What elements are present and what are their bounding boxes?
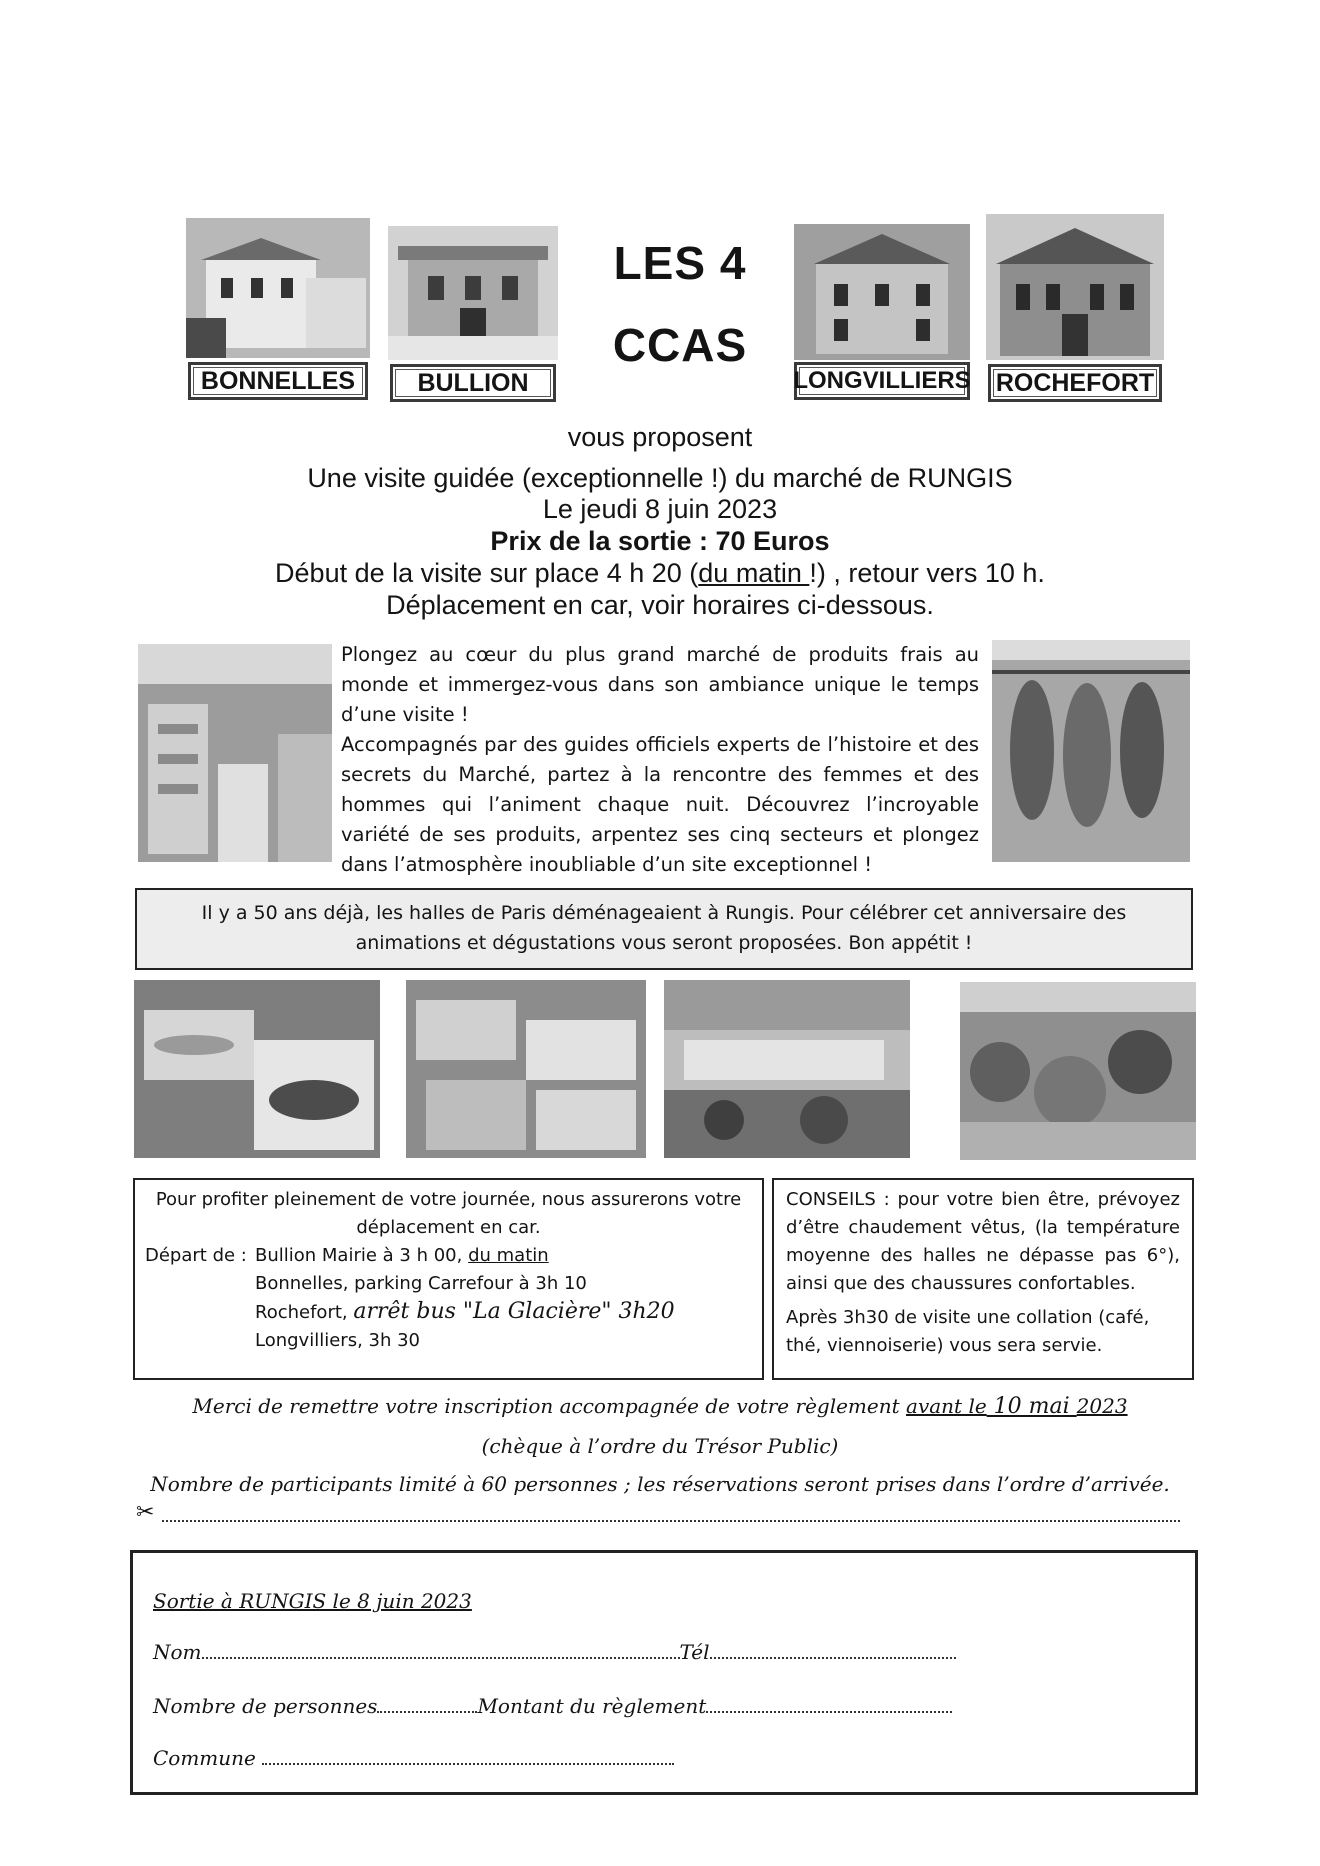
- flower-market-photo: [960, 982, 1196, 1160]
- form-tel-field[interactable]: [710, 1639, 956, 1659]
- advice-box: [772, 1178, 1194, 1380]
- longvilliers-town-hall-photo: [794, 224, 970, 360]
- form-commune-label: Commune: [153, 1746, 256, 1770]
- registration-form: [130, 1550, 1198, 1795]
- town-label-rochefort: ROCHEFORT: [988, 364, 1162, 402]
- transport-depart-label: Départ de :: [145, 1245, 247, 1266]
- form-people-label: Nombre de personnes: [153, 1694, 378, 1718]
- registration-cheque: (chèque à l’ordre du Trésor Public): [481, 1434, 839, 1458]
- form-row-count: [153, 1693, 952, 1718]
- intro-date: Le jeudi 8 juin 2023: [542, 494, 778, 524]
- intro-schedule-end: !) , retour vers 10 h.: [809, 558, 1045, 588]
- advice-paragraph-2: Après 3h30 de visite une collation (café, thé, viennoiserie) vous sera servie.: [786, 1307, 1150, 1356]
- form-amount-label: Montant du règlement: [477, 1694, 707, 1718]
- cut-line: [136, 1500, 1180, 1530]
- header-title-line2: CCAS: [612, 319, 748, 371]
- transport-box: [133, 1178, 764, 1380]
- registration-deadline-text: Merci de remettre votre inscription accompagnée de votre règlement: [192, 1394, 907, 1418]
- intro-schedule: [0, 558, 1320, 589]
- transport-stop-1-place: Bullion Mairie à 3 h 00,: [255, 1245, 469, 1266]
- meat-carcasses-photo: [992, 640, 1190, 862]
- transport-stop-1: [145, 1242, 752, 1270]
- bullion-town-hall-photo: [388, 226, 558, 360]
- intro-price: Prix de la sortie : 70 Euros: [490, 526, 830, 556]
- town-label-bullion: BULLION: [390, 364, 556, 402]
- registration-limit: Nombre de participants limité à 60 personnes ; les réservations seront prises dans l’ordre d’arrivée.: [150, 1472, 1170, 1496]
- description-text: [341, 640, 979, 880]
- transport-stop-4: Longvilliers, 3h 30: [255, 1330, 420, 1351]
- form-name-field[interactable]: [202, 1639, 680, 1659]
- transport-stop-3-handwritten: arrêt bus "La Glacière" 3h20: [353, 1299, 675, 1324]
- town-label-bonnelles: BONNELLES: [188, 362, 368, 400]
- header-title-line1: LES 4: [613, 237, 747, 289]
- description-paragraph-1: Plongez au cœur du plus grand marché de produits frais au monde et immergez-vous dans son ambiance unique le temps d’une visite !: [341, 643, 979, 726]
- description-paragraph-2: Accompagnés par des guides officiels experts de l’histoire et des secrets du Marché, partez à la rencontre des femmes et des hommes qui l’animent chaque nuit. Découvrez l’incroyable variété de ses produits, arpentez ses cinq secteurs et plongez dans l’atmosphère inoubliable d’un site exceptionnel !: [341, 733, 979, 876]
- transport-intro: Pour profiter pleinement de votre journée, nous assurerons votre déplacement en car.: [155, 1189, 742, 1238]
- transport-stop-1-morning: du matin: [468, 1245, 549, 1266]
- form-people-field[interactable]: [377, 1693, 477, 1713]
- form-tel-label: Tél: [679, 1640, 710, 1664]
- town-label-longvilliers: LONGVILLIERS: [794, 362, 970, 400]
- anniversary-box: Il y a 50 ans déjà, les halles de Paris déménageaient à Rungis. Pour célébrer cet anniversaire des animations et dégustations vous seront proposées. Bon appétit !: [135, 888, 1193, 970]
- registration-deadline: [0, 1394, 1320, 1419]
- rochefort-town-hall-photo: [986, 214, 1164, 360]
- registration-deadline-year: 2023: [1076, 1394, 1128, 1418]
- scissors-icon: ✂: [136, 1500, 155, 1525]
- registration-deadline-date: 10 mai: [986, 1394, 1077, 1419]
- intro-visit-title: Une visite guidée (exceptionnelle !) du marché de RUNGIS: [307, 463, 1013, 493]
- form-row-name: [153, 1639, 956, 1664]
- registration-deadline-before: avant le: [906, 1394, 987, 1418]
- intro-schedule-start: Début de la visite sur place 4 h 20 (: [275, 558, 699, 588]
- advice-paragraph-1: CONSEILS : pour votre bien être, prévoyez d’être chaudement vêtus, (la température moyenne des halles ne dépasse pas 6°), ainsi que des chaussures confortables.: [786, 1189, 1180, 1294]
- form-row-commune: [153, 1745, 674, 1770]
- transport-stop-3-place: Rochefort,: [255, 1302, 348, 1323]
- fish-crates-photo: [406, 980, 646, 1158]
- transport-stop-2: Bonnelles, parking Carrefour à 3h 10: [255, 1273, 587, 1294]
- form-title: Sortie à RUNGIS le 8 juin 2023: [153, 1589, 472, 1613]
- transport-stop-3: [145, 1298, 752, 1327]
- form-name-label: Nom: [153, 1640, 202, 1664]
- intro-schedule-morning: du matin: [698, 558, 810, 588]
- fish-stall-photo: [134, 980, 380, 1158]
- form-amount-field[interactable]: [706, 1693, 952, 1713]
- form-commune-field[interactable]: [262, 1745, 674, 1765]
- intro-transport: Déplacement en car, voir horaires ci-dessous.: [386, 590, 934, 620]
- cut-dotted-line: [162, 1520, 1180, 1522]
- intro-proposent: vous proposent: [567, 422, 753, 452]
- market-crates-photo: [138, 644, 332, 862]
- produce-hall-photo: [664, 980, 910, 1158]
- bonnelles-town-hall-photo: [186, 218, 370, 358]
